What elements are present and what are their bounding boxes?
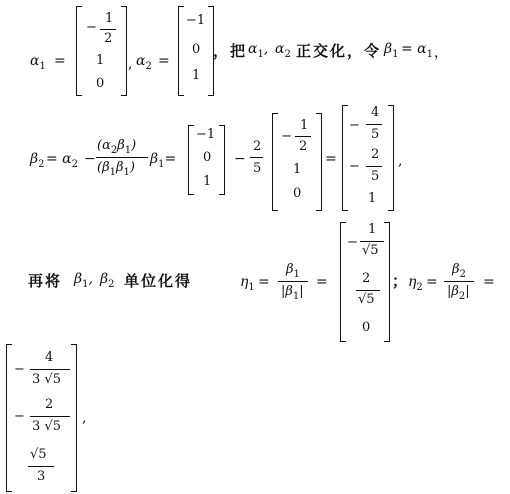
frac-numerator: 1: [368, 222, 377, 237]
vector-entry: −1: [186, 13, 206, 28]
left-bracket: [6, 344, 12, 492]
vector-entry: 0: [293, 186, 302, 201]
frac-denominator: 2: [104, 31, 113, 46]
frac-numerator: 1: [105, 11, 114, 26]
fraction-bar: [366, 124, 382, 125]
frac-denominator: 2: [299, 139, 308, 154]
frac-denominator: √5: [358, 292, 375, 307]
equals-sign: =: [54, 53, 66, 69]
frac-denominator: $|\beta_2|$: [447, 284, 470, 302]
right-bracket: [219, 125, 225, 195]
fraction-bar: [28, 466, 54, 467]
beta1-symbol: $\beta_1=$: [150, 151, 177, 170]
left-bracket: [76, 6, 82, 96]
comma: ,: [398, 153, 403, 169]
fraction-bar: [356, 290, 380, 291]
frac-denominator: √5: [362, 243, 379, 258]
alpha2-ref: $\alpha_2$: [275, 41, 291, 60]
beta1-ref: $\beta_1$,: [74, 271, 93, 290]
vector-entry: 0: [96, 76, 105, 91]
vector-entry: 0: [203, 150, 212, 165]
left-bracket: [342, 105, 348, 211]
alpha1-symbol: $\alpha_1$: [30, 53, 46, 72]
frac-denominator: 3 √5: [32, 372, 61, 387]
frac-numerator: 2: [362, 271, 371, 286]
semicolon: ；: [392, 272, 410, 290]
minus-sign: −: [281, 129, 292, 144]
frac-denominator: 5: [371, 127, 380, 142]
minus-sign: −: [14, 409, 25, 424]
equals-sign: =: [426, 274, 438, 290]
minus-sign: −: [14, 362, 25, 377]
left-bracket: [340, 222, 346, 342]
minus-sign: −: [349, 118, 360, 133]
comma: ,: [128, 56, 133, 72]
equals-sign: =: [158, 53, 170, 69]
equals-sign: =: [316, 274, 328, 290]
eta1-symbol: $\eta_1$: [240, 274, 255, 293]
frac-numerator: 2: [371, 147, 380, 162]
equals-sign: =: [325, 151, 337, 167]
minus-sign: −: [86, 20, 97, 35]
text-orthogonalize: 正交化，令: [296, 42, 382, 60]
beta2-ref: $\beta_2$: [100, 271, 115, 290]
frac-numerator: $\beta_1$: [286, 262, 300, 280]
text-ba: ，把: [213, 42, 248, 60]
proj-denominator: $(\beta_1\beta_1)$: [97, 160, 135, 178]
eq-alpha2: = $\alpha_2$: [46, 151, 79, 170]
fraction-bar: [30, 416, 70, 417]
vector-entry: 0: [192, 42, 201, 57]
frac-denominator: $|\beta_1|$: [281, 284, 304, 302]
fraction-bar: [250, 157, 263, 158]
comma: ,: [82, 410, 87, 426]
vector-entry: 0: [362, 320, 371, 335]
minus-sign: −: [234, 151, 246, 167]
fraction-bar: [96, 157, 148, 158]
right-bracket: [316, 113, 322, 211]
coef-numerator: 2: [253, 139, 262, 154]
minus-sign: −: [347, 235, 358, 250]
left-bracket: [188, 125, 194, 195]
coef-denominator: 5: [253, 161, 262, 176]
fraction-bar: [295, 136, 311, 137]
vector-entry: −1: [196, 127, 216, 142]
right-bracket: [121, 6, 127, 96]
alpha2-symbol: $\alpha_2$: [136, 53, 152, 72]
alpha1-ref: $\alpha_1$,: [248, 41, 269, 60]
frac-denominator: 5: [371, 169, 380, 184]
text-zai-jiang: 再将: [28, 272, 63, 290]
eq-alpha1: = $\alpha_1$: [401, 41, 434, 60]
left-bracket: [272, 113, 278, 211]
right-bracket: [388, 105, 394, 211]
fraction-bar: [366, 166, 382, 167]
right-bracket: [71, 344, 77, 492]
fraction-bar: [444, 281, 474, 282]
frac-denominator: 3 √5: [32, 419, 61, 434]
left-bracket: [178, 6, 184, 96]
frac-numerator: 2: [45, 397, 54, 412]
vector-entry: 1: [293, 162, 302, 177]
equals-sign: =: [483, 274, 495, 290]
vector-entry: 1: [368, 191, 377, 206]
fraction-bar: [278, 281, 308, 282]
text-normalize: 单位化得: [124, 272, 193, 290]
fraction-bar: [100, 29, 116, 30]
right-bracket: [384, 222, 390, 342]
comma: ，: [434, 45, 448, 61]
minus-sign: −: [84, 151, 96, 167]
eta2-symbol: $\eta_2$: [408, 274, 423, 293]
beta1-symbol: $\beta_1$: [384, 41, 399, 60]
frac-numerator: 4: [371, 105, 380, 120]
vector-entry: 1: [192, 68, 201, 83]
frac-numerator: $\beta_2$: [452, 262, 466, 280]
frac-denominator: 3: [37, 469, 46, 484]
fraction-bar: [360, 241, 384, 242]
beta2-symbol: $\beta_2$: [30, 151, 45, 170]
frac-numerator: 1: [300, 118, 309, 133]
fraction-bar: [30, 369, 70, 370]
proj-numerator: $(\alpha_2\beta_1)$: [97, 138, 137, 156]
vector-entry: 1: [203, 174, 212, 189]
frac-numerator: 4: [45, 350, 54, 365]
equals-sign: =: [258, 274, 270, 290]
vector-entry: 1: [96, 53, 105, 68]
frac-numerator: √5: [30, 447, 47, 462]
minus-sign: −: [349, 159, 360, 174]
